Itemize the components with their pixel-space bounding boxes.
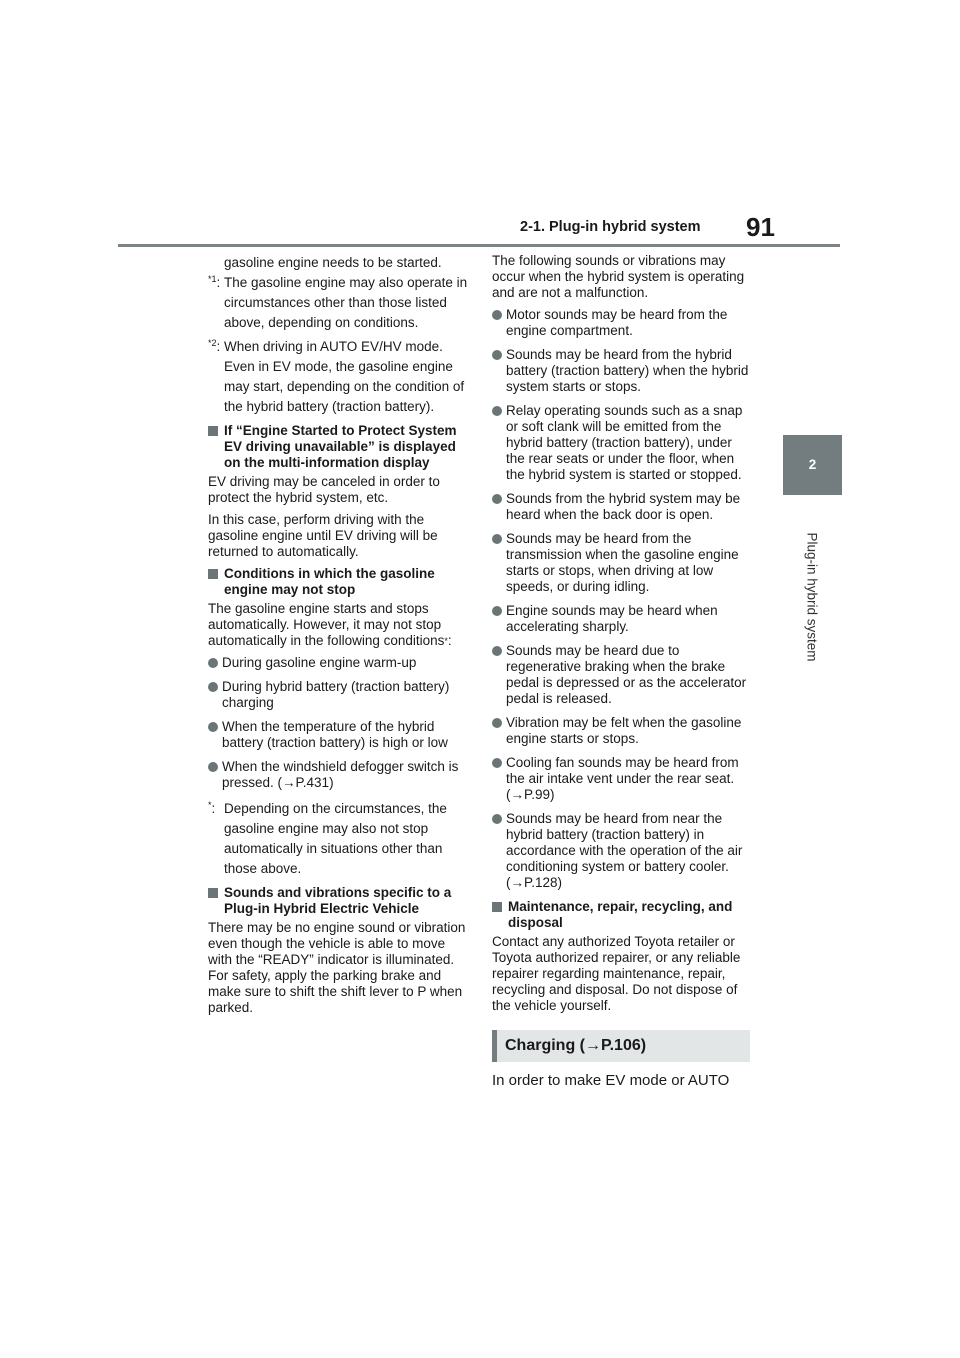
footnote-mark: *: (208, 800, 216, 816)
footnote-text: Depending on the circumstances, the gasoline engine may also not stop automatically in situations other than those above. (224, 801, 447, 876)
paragraph: Contact any authorized Toyota retailer or Toyota authorized repairer, or any reliable repairer regarding maintenance, repair, recycling and disposal. Do not dispose of the vehicle yourself. (492, 934, 741, 1013)
footnote-mark: $^{*2}$: (208, 338, 221, 354)
left-column (208, 253, 470, 1022)
list-item: Sounds may be heard from the transmission when the gasoline engine starts or stops, when driving at low speeds, or during idling. (492, 531, 754, 595)
sounds-list (492, 307, 754, 891)
paragraph: EV driving may be canceled in order to protect the hybrid system, etc. (208, 474, 440, 505)
right-column (492, 253, 754, 1090)
footnote-2 (208, 337, 470, 417)
list-item: Engine sounds may be heard when accelerating sharply. (492, 603, 754, 635)
footnote-text: When driving in AUTO EV/HV mode. Even in EV mode, the gasoline engine may start, depending on the condition of the hybrid battery (traction battery). (224, 339, 465, 414)
chapter-label: Plug-in hybrid system (804, 532, 820, 662)
paragraph: In this case, perform driving with the gasoline engine until EV driving will be returned to automatically. (208, 512, 438, 559)
header-divider (118, 244, 840, 247)
page-number: 91 (746, 212, 775, 242)
list-item: Sounds from the hybrid system may be heard when the back door is open. (492, 491, 754, 523)
list-item: Motor sounds may be heard from the engine compartment. (492, 307, 754, 339)
section-charging[interactable]: Charging (→P.106) (492, 1030, 750, 1062)
list-item: When the windshield defogger switch is pressed. (→P.431) (208, 759, 470, 791)
heading-engine-may-not-stop: Conditions in which the gasoline engine may not stop (208, 566, 470, 598)
list-item: Sounds may be heard from near the hybrid battery (traction battery) in accordance with the operation of the air conditioning system or battery cooler. (→P.128) (492, 811, 754, 891)
list-item: Sounds may be heard due to regenerative braking when the brake pedal is depressed or as the accelerator pedal is released. (492, 643, 754, 707)
list-item: During hybrid battery (traction battery) charging (208, 679, 470, 711)
list-item: Sounds may be heard from the hybrid battery (traction battery) when the hybrid system starts or stops. (492, 347, 754, 395)
paragraph: The following sounds or vibrations may occur when the hybrid system is operating and are not a malfunction. (492, 253, 745, 300)
list-item: Cooling fan sounds may be heard from the air intake vent under the rear seat. (→P.99) (492, 755, 754, 803)
footnote-3 (208, 799, 470, 879)
paragraph: The gasoline engine starts and stops automatically. However, it may not stop automatically in the following conditions*: (208, 601, 452, 648)
chapter-tab[interactable]: 2 (783, 435, 842, 495)
paragraph: In order to make EV mode or AUTO (492, 1072, 730, 1089)
footnote-text: The gasoline engine may also operate in circumstances other than those listed above, depending on conditions. (224, 275, 468, 330)
footnote-1 (208, 273, 470, 333)
heading-maintenance: Maintenance, repair, recycling, and disposal (492, 899, 754, 931)
list-item: Relay operating sounds such as a snap or soft clank will be emitted from the hybrid battery (traction battery), under the rear seats or under the floor, when the hybrid system is started or stopped. (492, 403, 754, 483)
footnote-mark: $^{*1}$: (208, 274, 221, 290)
list-item: Vibration may be felt when the gasoline engine starts or stops. (492, 715, 754, 747)
condition-list (208, 655, 470, 791)
section-header-title: 2-1. Plug-in hybrid system (520, 219, 701, 235)
list-item: During gasoline engine warm-up (208, 655, 470, 671)
list-item: When the temperature of the hybrid battery (traction battery) is high or low (208, 719, 470, 751)
heading-engine-started-protect: If “Engine Started to Protect System EV driving unavailable” is displayed on the multi-information display (208, 423, 470, 471)
heading-sounds-vibrations: Sounds and vibrations specific to a Plug-in Hybrid Electric Vehicle (208, 885, 470, 917)
paragraph: There may be no engine sound or vibration even though the vehicle is able to move with the “READY” indicator is illuminated. For safety, apply the parking brake and make sure to shift the shift lever to P when parked. (208, 920, 466, 1015)
intro-continuation: gasoline engine needs to be started. (224, 255, 442, 270)
